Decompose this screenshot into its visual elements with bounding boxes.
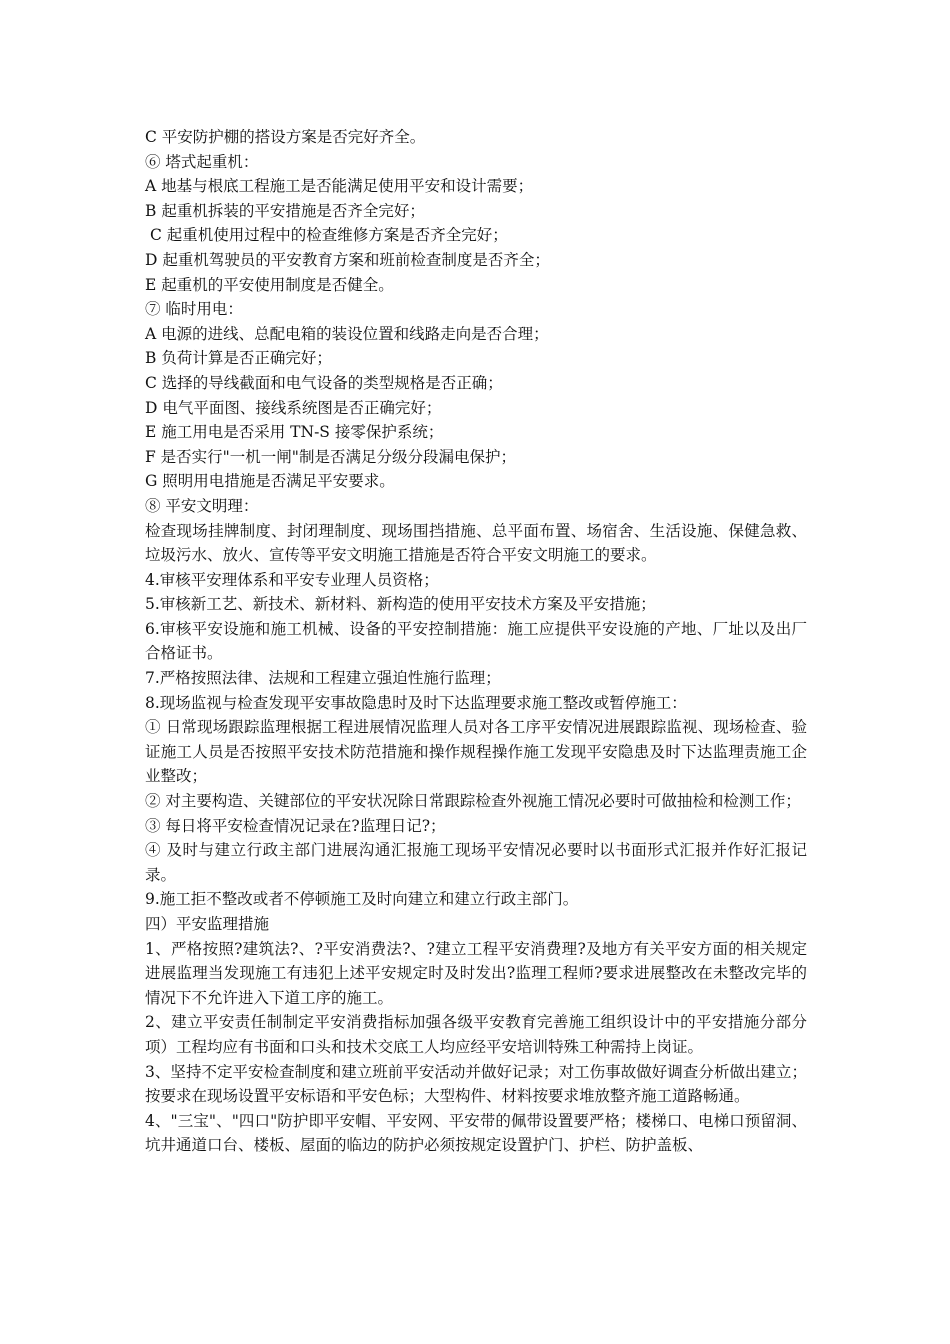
document-body [145, 125, 807, 1158]
paragraph: ④ 及时与建立行政主部门进展沟通汇报施工现场平安情况必要时以书面形式汇报并作好汇报记录。 [145, 841, 807, 884]
text-line: B 起重机拆装的平安措施是否齐全完好； [145, 201, 425, 220]
text-line: D 电气平面图、接线系统图是否正确完好； [145, 398, 442, 417]
text-line: 9.施工拒不整改或者不停顿施工及时向建立和建立行政主部门。 [145, 890, 579, 909]
paragraph: 4、"三宝"、"四口"防护即平安帽、平安网、平安带的佩带设置要严格；楼梯口、电梯口预留洞、坑井通道口台、楼板、屋面的临边的防护必须按规定设置护门、护栏、防护盖板、 [145, 1111, 807, 1155]
section-heading: 四）平安监理措施 [145, 915, 270, 933]
paragraph: ② 对主要构造、关键部位的平安状况除日常跟踪检查外视施工情况必要时可做抽检和检测工作； [145, 792, 801, 811]
text-line: D 起重机驾驶员的平安教育方案和班前检查制度是否齐全； [145, 250, 550, 269]
section-heading: ⑦ 临时用电： [145, 300, 243, 319]
paragraph: 1、严格按照?建筑法?、?平安消费法?、?建立工程平安消费理?及地方有关平安方面的相关规定进展监理当发现施工有违犯上述平安规定时及时发出?监理工程师?要求进展整改在未整改完毕的情况下不允许进入下道工序的施工。 [145, 939, 807, 1007]
text-line: 4.审核平安理体系和平安专业理人员资格； [145, 570, 439, 589]
section-heading: ⑥ 塔式起重机： [145, 152, 259, 171]
text-line: A 电源的进线、总配电箱的装设位置和线路走向是否合理； [145, 324, 549, 343]
paragraph: 6.审核平安设施和施工机械、设备的平安控制措施：施工应提供平安设施的产地、厂址以及出厂合格证书。 [145, 619, 807, 663]
paragraph: 2、建立平安责任制制定平安消费指标加强各级平安教育完善施工组织设计中的平安措施分部分项）工程均应有书面和口头和技术交底工人均应经平安培训特殊工种需持上岗证。 [145, 1013, 807, 1056]
text-line: A 地基与根底工程施工是否能满足使用平安和设计需要； [145, 177, 534, 196]
text-line: E 起重机的平安使用制度是否健全。 [145, 275, 394, 294]
text-line: G 照明用电措施是否满足平安要求。 [145, 472, 395, 491]
paragraph: 检查现场挂牌制度、封闭理制度、现场围挡措施、总平面布置、场宿舍、生活设施、保健急救、垃圾污水、放火、宣传等平安文明施工措施是否符合平安文明施工的要求。 [145, 521, 807, 565]
paragraph: ① 日常现场跟踪监理根据工程进展情况监理人员对各工序平安情况进展跟踪监视、现场检查、验证施工人员是否按照平安技术防范措施和操作规程操作施工发现平安隐患及时下达监理责施工企业整改； [145, 718, 807, 786]
paragraph: 3、坚持不定平安检查制度和建立班前平安活动并做好记录；对工伤事故做好调查分析做出建立；按要求在现场设置平安标语和平安色标；大型构件、材料按要求堆放整齐施工道路畅通。 [145, 1062, 807, 1106]
text-line: C 平安防护棚的搭设方案是否完好齐全。 [145, 128, 426, 146]
text-line: B 负荷计算是否正确完好； [145, 349, 332, 368]
text-line: ③ 每日将平安检查情况记录在?监理日记?； [145, 816, 446, 835]
text-line: C 起重机使用过程中的检查维修方案是否齐全完好； [145, 226, 508, 245]
text-line: 7.严格按照法律、法规和工程建立强迫性施行监理； [145, 669, 501, 688]
text-line: 8.现场监视与检查发现平安事故隐患时及时下达监理要求施工整改或暂停施工： [145, 693, 687, 712]
text-line: C 选择的导线截面和电气设备的类型规格是否正确； [145, 373, 503, 392]
section-heading: ⑧ 平安文明理： [145, 496, 259, 515]
text-line: E 施工用电是否采用 TN-S 接零保护系统； [145, 423, 444, 442]
text-line: 5.审核新工艺、新技术、新材料、新构造的使用平安技术方案及平安措施； [145, 595, 656, 614]
text-line: F 是否实行"一机一闸"制是否满足分级分段漏电保护； [145, 447, 516, 466]
